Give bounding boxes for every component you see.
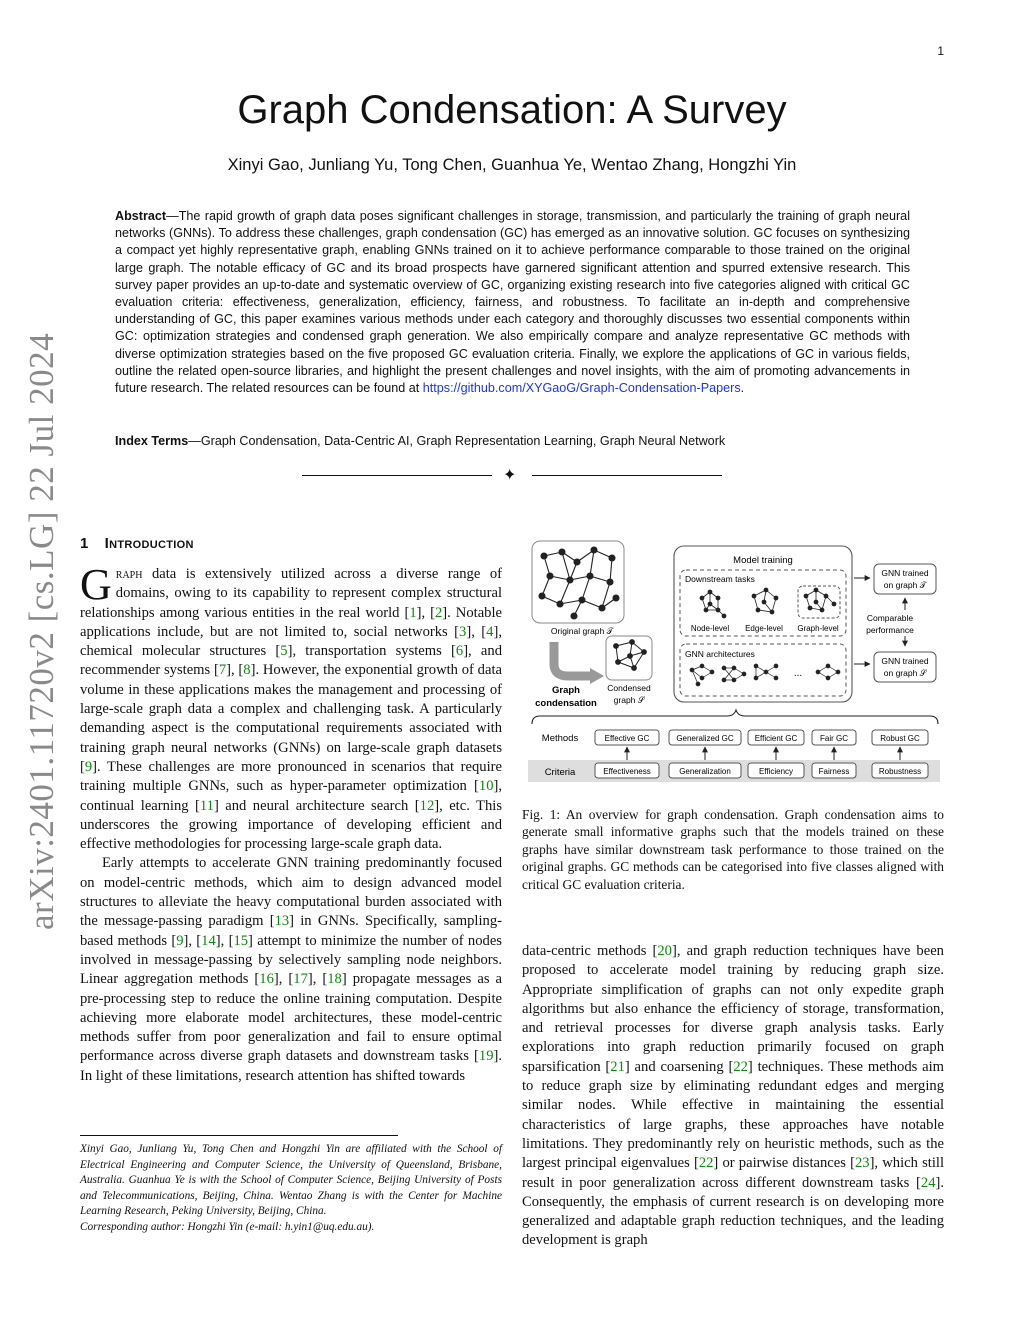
intro-paragraph-1 bbox=[80, 560, 502, 854]
citation[interactable]: 1 bbox=[409, 604, 417, 621]
abstract-end: . bbox=[740, 381, 745, 396]
separator-diamond-icon: ✦ bbox=[503, 467, 517, 484]
section-title: Introduction bbox=[104, 535, 194, 552]
criterion-label: Generalization bbox=[679, 767, 731, 776]
method-label: Efficient GC bbox=[754, 734, 798, 743]
citation[interactable]: 23 bbox=[854, 1155, 870, 1172]
section-separator bbox=[302, 468, 722, 482]
downstream-tasks-label: Downstream tasks bbox=[685, 574, 755, 584]
paper-authors: Xinyi Gao, Junliang Yu, Tong Chen, Guanhua Ye, Wentao Zhang, Hongzhi Yin bbox=[227, 156, 797, 174]
gnn-ellipsis: ... bbox=[793, 668, 803, 679]
figure-caption: Fig. 1: An overview for graph condensation. Graph condensation aims to generate small informative graphs such that the models trained on these graphs have similar downstream task performance to those trained on the original graphs. GC methods can be categorised into five classes aligned with critical GC evaluation criteria. bbox=[522, 807, 944, 892]
text-run: ], which still result in poor generalization across different downstream tasks [ bbox=[522, 1155, 945, 1191]
text-run: ], chemical molecular structures [ bbox=[80, 623, 502, 660]
citation[interactable]: 13 bbox=[274, 913, 290, 930]
citation[interactable]: 20 bbox=[657, 943, 672, 959]
methods-row bbox=[595, 730, 928, 745]
citation[interactable]: 10 bbox=[478, 778, 494, 795]
abstract-text: —The rapid growth of graph data poses significant challenges in storage, transmission, and particularly the training of graph neural networks (GNNs). To address these challenges, graph condensation (GC) has emerged as an innovative solution. GC focuses on synthesizing a compact yet highly representative graph, enabling GNNs trained on it to achieve performance comparable to those trained on the original large graph. The notable efficacy of GC and its broad prospects have garnered significant attention and spurred extensive research. This survey paper provides an up-to-date and systematic overview of GC, organizing existing research into five categories aligned with critical GC evaluation criteria: effectiveness, generalization, efficiency, fairness, and robustness. To facilitate an in-depth and comprehensive understanding of GC, this paper examines various methods under each category and thoroughly discusses two essential components within GC: optimization strategies and condensed graph generation. We also empirically compare and analyze representative GC methods with diverse optimization strategies based on the five proposed GC evaluation criteria. Finally, we explore the applications of GC in various fields, outline the related open-source libraries, and highlight the present challenges and novel insights, with the aim of promoting advancements in future research. The related resources can be found at bbox=[115, 209, 910, 396]
text-run: ], [ bbox=[215, 932, 234, 949]
dropcap: G bbox=[80, 560, 112, 609]
citation[interactable]: 22 bbox=[698, 1155, 714, 1172]
gnn-architectures-label: GNN architectures bbox=[685, 649, 755, 659]
citation[interactable]: 16 bbox=[259, 971, 274, 988]
citation[interactable]: 2 bbox=[435, 604, 443, 621]
text-run: [ bbox=[404, 604, 410, 621]
citation[interactable]: 9 bbox=[176, 932, 184, 949]
abstract-label: Abstract bbox=[115, 209, 167, 223]
text-run: data is extensively utilized across a diverse range of domains, owing to its capability to represent complex structural relationships among various entities in the real world bbox=[80, 566, 502, 621]
footnote-corresponding: Corresponding author: Hongzhi Yin (e-mail: h.yin1@uq.edu.au). bbox=[80, 1220, 375, 1233]
citation[interactable]: 9 bbox=[84, 758, 93, 775]
figure-1 bbox=[522, 538, 944, 786]
condensed-graph-label-1: Condensed bbox=[607, 683, 651, 693]
text-run: ] techniques. These methods aim to reduce graph size by eliminating redundant edges and merging similar nodes. While effective in maintaining the essential characteristics of large graphs, these approaches have notable limitations. They predominantly rely on heuristic methods, such as the largest principal eigenvalues [ bbox=[522, 1058, 944, 1172]
citation[interactable]: 21 bbox=[610, 1058, 625, 1075]
gnn-trained-s-2: on graph 𝒮 bbox=[883, 668, 927, 678]
citation[interactable]: 12 bbox=[419, 797, 435, 814]
text-run: Early attempts to accelerate GNN training predominantly focused on model-centric methods, which aim to design advanced model structures to alleviate the heavy computational burden associated with the message-passing paradigm [ bbox=[80, 855, 502, 930]
method-label: Generalized GC bbox=[676, 734, 734, 743]
text-run: ], etc. This underscores the growing importance of developing efficient and effective methodologies for processing large-scale graph data. bbox=[80, 797, 502, 853]
section-number: 1 bbox=[80, 535, 89, 552]
method-criteria-arrows bbox=[627, 747, 900, 760]
criterion-label: Fairness bbox=[818, 767, 850, 776]
text-run: ] and coarsening [ bbox=[624, 1058, 734, 1075]
text-run: data-centric methods [ bbox=[522, 943, 658, 959]
model-training-label: Model training bbox=[733, 555, 793, 566]
criteria-label: Criteria bbox=[544, 767, 576, 778]
gnn-trained-t-1: GNN trained bbox=[881, 568, 929, 578]
text-run: ], and graph reduction techniques have been proposed to accelerate model training by reducing graph size. Appropriate simplification of graphs can not only expedite graph algorithms but also enhance the efficiency of storage, transformation, and retrieval processes for diverse graph analysis tasks. Early explorations into graph reduction primarily focused on graph sparsification [ bbox=[522, 943, 944, 1075]
footnote-rule bbox=[80, 1135, 398, 1136]
text-run: ], [ bbox=[307, 971, 328, 988]
intro-p1-body bbox=[80, 560, 502, 853]
method-label: Fair GC bbox=[820, 734, 848, 743]
criterion-label: Efficiency bbox=[758, 767, 794, 776]
citation[interactable]: 14 bbox=[201, 932, 216, 949]
gnn-trained-s-1: GNN trained bbox=[881, 656, 929, 666]
text-run: ] and neural architecture search [ bbox=[213, 797, 420, 814]
method-label: Robust GC bbox=[880, 734, 920, 743]
text-run: ], and recommender systems [ bbox=[80, 643, 502, 679]
left-column bbox=[80, 560, 502, 1086]
text-run: ], continual learning [ bbox=[80, 778, 502, 814]
task-level-edge: Edge-level bbox=[745, 624, 783, 633]
task-level-node: Node-level bbox=[690, 624, 730, 633]
comparable-1: Comparable bbox=[866, 613, 914, 623]
text-run: ]. However, the exponential growth of data volume in these applications makes the management and processing of large-scale graph data a complex and challenging task. A particularly demanding aspect is the computational requirements associated with training graph neural networks (GNNs) on large-scale graph datasets [ bbox=[80, 662, 502, 775]
methods-label: Methods bbox=[541, 733, 579, 744]
gnn-trained-t-2: on graph 𝒯 bbox=[883, 580, 927, 590]
text-run: ] attempt to minimize the number of nodes involved in message-passing by selectively sampling node neighbors. Linear aggregation methods [ bbox=[80, 932, 502, 988]
comparable-2: performance bbox=[866, 625, 914, 635]
task-level-graph: Graph-level bbox=[797, 624, 839, 633]
text-run: ]. Notable applications include, but are not limited to, social networks [ bbox=[80, 604, 502, 640]
footnote bbox=[80, 1142, 502, 1236]
footnote-affiliation: Xinyi Gao, Junliang Yu, Tong Chen and Hongzhi Yin are affiliated with the School of Electrical Engineering and Computer Science, the University of Queensland, Brisbane, Australia. Guanhua Ye is with the School of Computer Science, Beijing University of Posts and Telecommunications, Beijing, China. Wentao Zhang is with the Center for Machine Learning Research, Peking University, Beijing, China. bbox=[80, 1143, 502, 1218]
arxiv-id: arXiv:2401.11720v2 [cs.LG] 22 Jul 2024 bbox=[22, 332, 61, 930]
graph-condensation-label-1: Graph bbox=[552, 685, 580, 696]
original-graph-label: Original graph 𝒯 bbox=[550, 626, 614, 636]
intro-paragraph-2 bbox=[80, 854, 502, 1086]
graph-condensation-label-2: condensation bbox=[535, 698, 597, 709]
right-column bbox=[522, 942, 944, 1251]
citation[interactable]: 22 bbox=[733, 1058, 748, 1075]
resources-link[interactable]: https://github.com/XYGaoG/Graph-Condensation-Papers bbox=[422, 381, 741, 396]
abstract bbox=[115, 208, 910, 397]
citation[interactable]: 5 bbox=[280, 643, 288, 660]
criteria-row bbox=[595, 763, 928, 778]
citation[interactable]: 7 bbox=[218, 662, 227, 679]
text-run: ]. Consequently, the emphasis of current research is on developing more generalized and adaptable graph reduction techniques, and the leading development is graph bbox=[522, 1174, 944, 1249]
citation[interactable]: 11 bbox=[199, 797, 214, 814]
condensed-graph-label-2: graph 𝒮 bbox=[613, 695, 645, 705]
citation[interactable]: 17 bbox=[293, 971, 308, 988]
text-run: ], [ bbox=[466, 623, 487, 640]
text-run: ]. These challenges are more pronounced in scenarios that require training multiple GNNs, such as hyper-parameter optimization [ bbox=[80, 758, 502, 795]
text-run: ], [ bbox=[416, 604, 435, 621]
text-run: ], [ bbox=[183, 932, 202, 949]
criterion-label: Robustness bbox=[878, 767, 922, 776]
intro-paragraph-3 bbox=[522, 942, 944, 1251]
citation[interactable]: 24 bbox=[920, 1174, 936, 1191]
index-terms-text: —Graph Condensation, Data-Centric AI, Graph Representation Learning, Graph Neural Network bbox=[188, 434, 726, 448]
index-terms-label: Index Terms bbox=[115, 434, 189, 448]
paper-title: Graph Condensation: A Survey bbox=[237, 88, 787, 132]
citation[interactable]: 6 bbox=[455, 643, 464, 660]
condensed-graph-panel bbox=[606, 636, 652, 680]
method-label: Effective GC bbox=[604, 734, 650, 743]
index-terms bbox=[115, 434, 910, 448]
citation[interactable]: 3 bbox=[459, 623, 467, 640]
citation[interactable]: 8 bbox=[243, 662, 251, 679]
text-run: ] in GNNs. Specifically, sampling-based methods [ bbox=[80, 913, 502, 949]
text-run: ], transportation systems [ bbox=[287, 643, 456, 660]
section-heading bbox=[80, 535, 194, 552]
criterion-label: Effectiveness bbox=[603, 767, 651, 776]
text-run: ] propagate messages as a pre-processing step to reduce the online training computation. Despite achieving more elaborate model architectures, these model-centric methods suffer from poor generalization and fail to ensure optimal performance across diverse graph datasets and downstream tasks [ bbox=[80, 971, 502, 1065]
citation[interactable]: 18 bbox=[327, 971, 342, 988]
original-graph-panel bbox=[532, 541, 624, 623]
text-run: ] or pairwise distances [ bbox=[713, 1155, 855, 1172]
citation[interactable]: 4 bbox=[486, 623, 494, 640]
text-run: ]. In light of these limitations, research attention has shifted towards bbox=[80, 1048, 502, 1084]
text-run: ], [ bbox=[226, 662, 244, 679]
citation[interactable]: 15 bbox=[233, 932, 249, 949]
text-run: raph bbox=[115, 566, 143, 582]
page-number: 1 bbox=[937, 44, 944, 58]
text-run: ], [ bbox=[273, 971, 294, 988]
citation[interactable]: 19 bbox=[478, 1048, 494, 1065]
